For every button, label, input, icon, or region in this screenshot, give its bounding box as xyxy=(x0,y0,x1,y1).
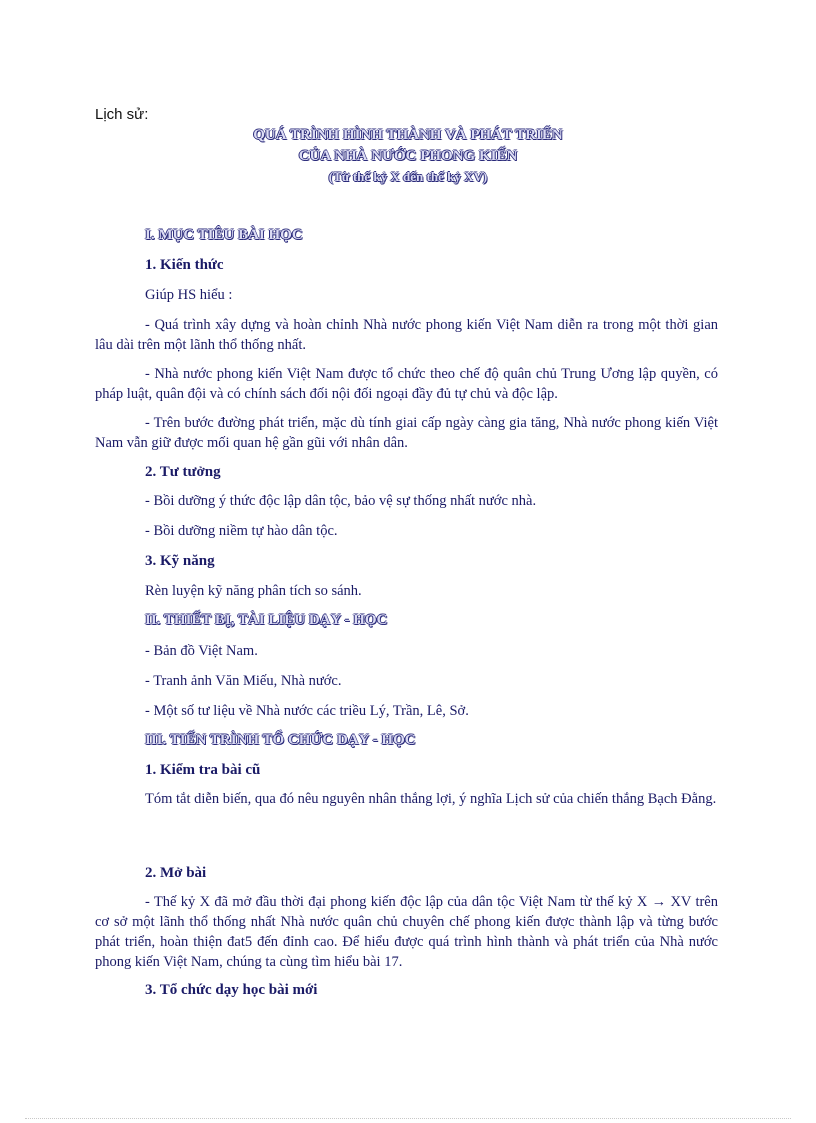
title-line-2: CỦA NHÀ NƯỚC PHONG KIẾN xyxy=(298,148,518,164)
subsection-thought: 2. Tư tưởng xyxy=(145,464,221,480)
title-line-1: QUÁ TRÌNH HÌNH THÀNH VÀ PHÁT TRIỂN xyxy=(253,127,563,143)
list-item: - Bồi dưỡng niềm tự hào dân tộc. xyxy=(145,523,338,539)
list-item: - Bản đồ Việt Nam. xyxy=(145,643,258,659)
subsection-skills: 3. Kỹ năng xyxy=(145,553,215,569)
paragraph: - Trên bước đường phát triển, mặc dù tính giai cấp ngày càng gia tăng, Nhà nước phong kiến Việt Nam vẫn giữ được mối quan hệ gần gũi với nhân dân. xyxy=(95,415,718,451)
paragraph: - Nhà nước phong kiến Việt Nam được tổ chức theo chế độ quân chủ Trung Ương lập quyền, có pháp luật, quân đội và có chính sách đối nội đối ngoại đầy đủ tự chủ và độc lập. xyxy=(95,366,718,402)
subsection-knowledge: 1. Kiến thức xyxy=(145,257,224,273)
paragraph: Tóm tắt diễn biến, qua đó nêu nguyên nhân thắng lợi, ý nghĩa Lịch sử của chiến thắng Bạch Đằng. xyxy=(145,791,717,807)
section-3-heading: III. TIẾN TRÌNH TỔ CHỨC DẠY - HỌC xyxy=(145,732,416,748)
list-item: Rèn luyện kỹ năng phân tích so sánh. xyxy=(145,583,362,599)
list-item: - Tranh ảnh Văn Miếu, Nhà nước. xyxy=(145,673,342,689)
section-2-heading: II. THIẾT BỊ, TÀI LIỆU DẠY - HỌC xyxy=(145,612,388,628)
page-bottom-divider xyxy=(25,1118,791,1119)
list-item: - Bồi dưỡng ý thức độc lập dân tộc, bảo vệ sự thống nhất nước nhà. xyxy=(145,493,537,509)
subsection-new-lesson: 3. Tổ chức dạy học bài mới xyxy=(145,982,318,998)
subject-label: Lịch sử: xyxy=(95,106,149,123)
paragraph: - Thế kỷ X đã mở đầu thời đại phong kiến độc lập của dân tộc Việt Nam từ thế kỷ X → XV trên cơ sở một lãnh thổ thống nhất Nhà nước quân chủ chuyên chế phong kiến được thành lập và từng bước phát triển, hoàn thiện đat5 đến đỉnh cao. Để hiểu được quá trình hình thành và phát triển của Nhà nước phong kiến Việt Nam, chúng ta cùng tìm hiểu bài 17. xyxy=(95,894,718,970)
subsection-opening: 2. Mở bài xyxy=(145,865,207,881)
list-item: - Một số tư liệu về Nhà nước các triều Lý, Trần, Lê, Sở. xyxy=(145,703,469,719)
intro-text: Giúp HS hiểu : xyxy=(145,287,233,303)
subsection-review: 1. Kiểm tra bài cũ xyxy=(145,762,261,778)
section-1-heading: I. MỤC TIÊU BÀI HỌC xyxy=(145,227,303,243)
title-line-3: (Từ thế kỷ X đến thế kỷ XV) xyxy=(328,169,488,184)
paragraph: - Quá trình xây dựng và hoàn chỉnh Nhà nước phong kiến Việt Nam diễn ra trong một thời gian lâu dài trên một lãnh thổ thống nhất. xyxy=(95,317,718,353)
